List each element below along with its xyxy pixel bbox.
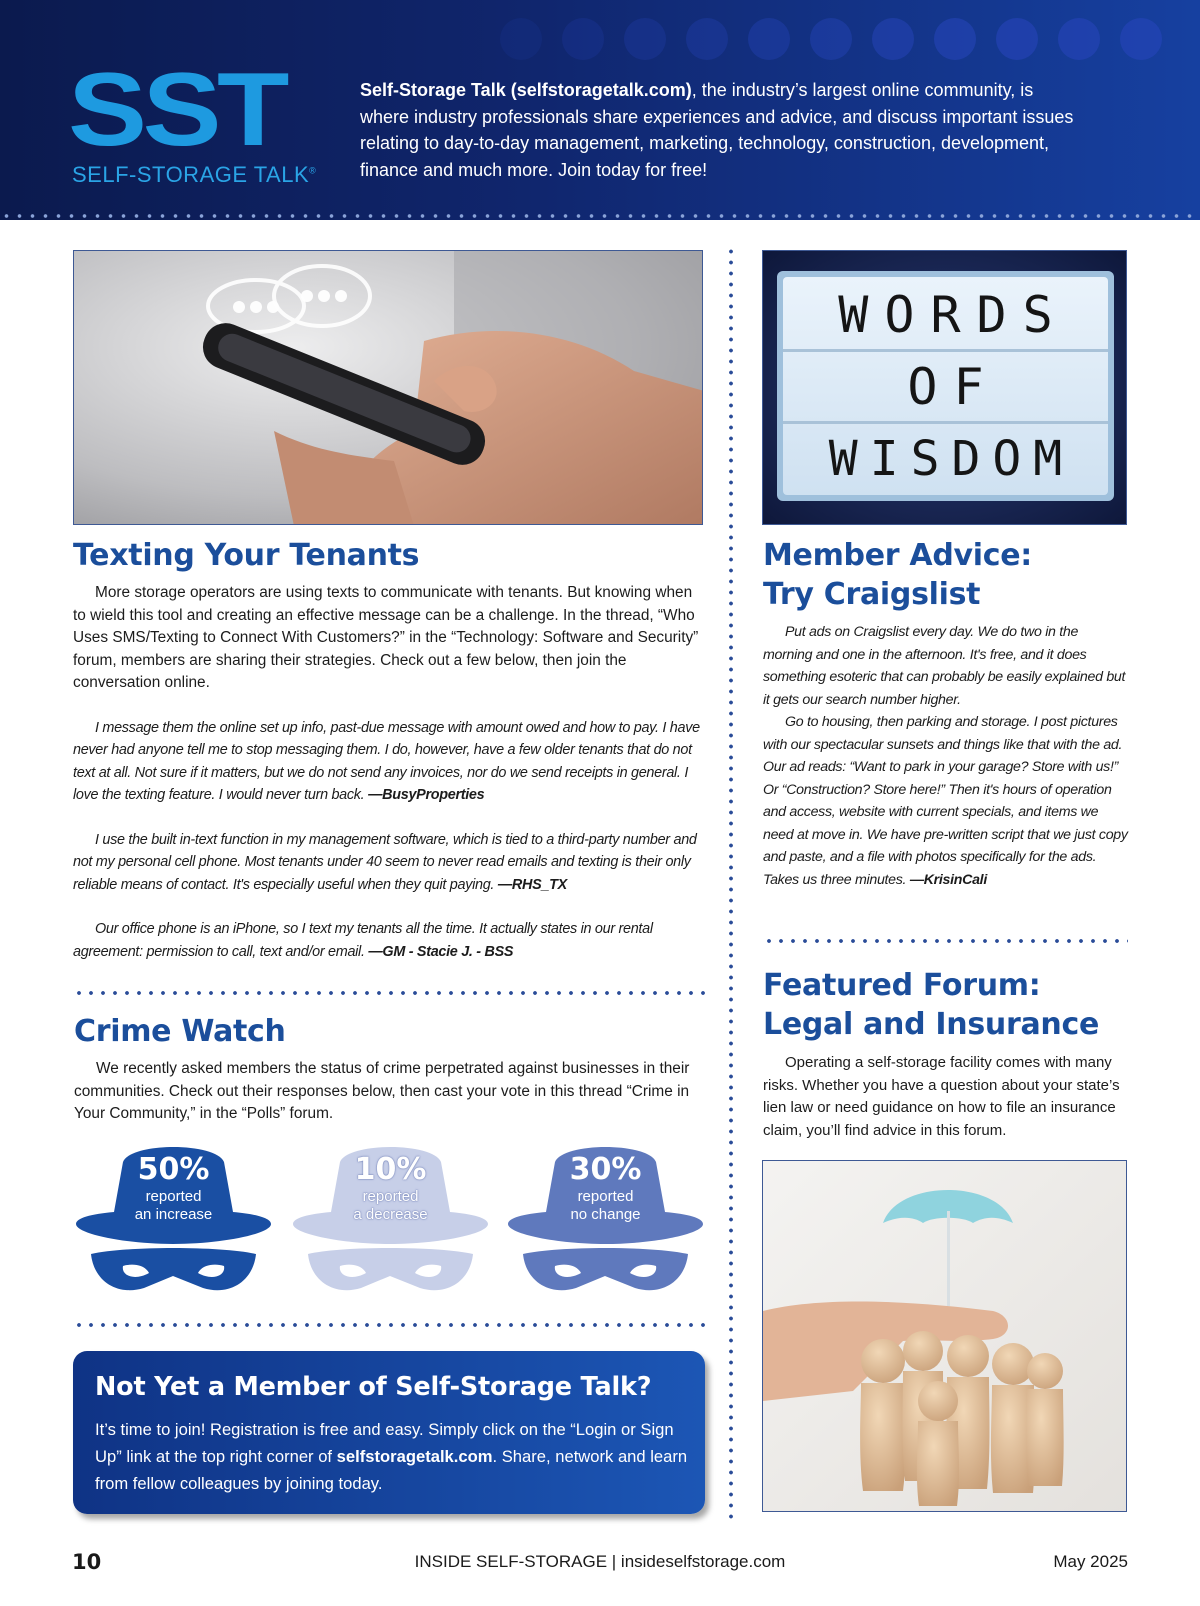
- advice-quote-2: Go to housing, then parking and storage. I post pictures with our spectacular sunsets and things like that with the ad. Our ad reads: “Want to park in your garage? Store with us!” Or “Construction? Store here!” Then it's hours of operation and access, website with current specials, and items we need at move in. We have pre-written script that we just copy and paste, and a file with photos specifically for the ads. Takes us three minutes. —KrisinCali: [763, 714, 1128, 888]
- sign-line-2: OF: [907, 358, 1000, 416]
- divider: [73, 1322, 707, 1328]
- quote-author: —GM - Stacie J. - BSS: [368, 943, 514, 960]
- forum-title: Featured Forum: Legal and Insurance: [763, 968, 1099, 1042]
- words-of-wisdom-photo: [762, 250, 1127, 525]
- intro-text: [360, 77, 1080, 183]
- crime-title: Crime Watch: [74, 1014, 286, 1049]
- texting-photo: [73, 250, 703, 525]
- texting-quote-2: I use the built in-text function in my management software, which is tied to a third-party number and not my personal cell phone. Most tenants under 40 seem to never read emails and texting is their only reliable means of contact. It's especially useful when they quit paying. —RHS_TX: [73, 831, 697, 893]
- header-banner: [0, 0, 1200, 220]
- logo-wordmark: SELF-STORAGE TALK®: [72, 162, 317, 187]
- stat-percent: 10%: [354, 1152, 427, 1187]
- intro-bold: Self-Storage Talk (selfstoragetalk.com): [360, 80, 692, 100]
- column-divider: [728, 246, 734, 1520]
- stat-line2: no change: [570, 1206, 641, 1223]
- stat-decrease: [288, 1142, 493, 1302]
- crime-body: [74, 1058, 694, 1126]
- stat-increase: [71, 1142, 276, 1302]
- intro-rest: , the industry’s largest online community, is where industry professionals share experiences and advice, and discuss important issues relating to day-to-day management, marketing, technology, construction, development, finance and much more. Join today for free!: [360, 80, 1074, 180]
- insurance-photo: [762, 1160, 1127, 1512]
- stat-line2: an increase: [134, 1206, 213, 1223]
- decorative-circles: [500, 18, 1200, 64]
- texting-title: Texting Your Tenants: [73, 538, 420, 573]
- crime-intro: We recently asked members the status of crime perpetrated against businesses in their communities. Check out their responses below, then cast your vote in this thread “Crime in Your Community,” in the “Polls” forum.: [74, 1060, 690, 1122]
- texting-quote-1: I message them the online set up info, past-due message with amount owed and how to pay. I have never had anyone tell me to stop messaging them. I do, however, have a few older tenants that do not text at all. Not sure if it matters, but we do not send any invoices, nor do we send receipts in general. I love the texting feature. I would never turn back. —BusyProperties: [73, 719, 700, 803]
- divider: [763, 938, 1128, 944]
- quote-author: —RHS_TX: [497, 876, 567, 893]
- texting-intro: More storage operators are using texts to communicate with tenants. But knowing when to wield this tool and creating an effective message can be a challenge. In the thread, “Who Uses SMS/Texting to Connect With Customers?” in the “Technology: Software and Security” forum, members are sharing their strategies. Check out a few below, then join the conversation online.: [73, 584, 699, 691]
- sign-line-3: WISDOM: [828, 431, 1075, 487]
- texting-quote-3: Our office phone is an iPhone, so I text my tenants all the time. It actually states in our rental agreement: permission to call, text and/or email. —GM - Stacie J. - BSS: [73, 921, 653, 960]
- forum-body: [763, 1052, 1128, 1142]
- page-footer: [72, 1552, 1128, 1576]
- publication-name: INSIDE SELF-STORAGE | insideselfstorage.com: [414, 1552, 786, 1571]
- stat-line1: reported: [577, 1188, 634, 1205]
- quote-author: —KrisinCali: [909, 871, 987, 888]
- join-body: It’s time to join! Registration is free and easy. Simply click on the “Login or Sign Up” link at the top right corner of selfstoragetalk.com. Share, network and learn from fellow colleagues by joining today.: [95, 1420, 688, 1493]
- stat-line1: reported: [362, 1188, 419, 1205]
- banner-dotted-rule: [0, 212, 1200, 220]
- logo-sst-letters: SST: [68, 52, 285, 168]
- stat-percent: 50%: [137, 1152, 210, 1187]
- texting-body: [73, 582, 705, 963]
- issue-date: May 2025: [1053, 1552, 1128, 1571]
- join-title: Not Yet a Member of Self-Storage Talk?: [95, 1372, 652, 1402]
- advice-title: Member Advice: Try Craigslist: [763, 538, 1032, 612]
- sign-line-1: WORDS: [838, 286, 1069, 344]
- stat-line1: reported: [145, 1188, 202, 1205]
- join-link[interactable]: selfstoragetalk.com: [336, 1447, 493, 1466]
- quote-author: —BusyProperties: [368, 787, 485, 803]
- page-number: 10: [72, 1550, 102, 1574]
- forum-text: Operating a self-storage facility comes with many risks. Whether you have a question about your state’s lien law or need guidance on how to file an insurance claim, you’ll find advice in this forum.: [763, 1054, 1120, 1139]
- advice-body: [763, 621, 1128, 891]
- stat-line2: a decrease: [353, 1206, 428, 1223]
- advice-quote-1: Put ads on Craigslist every day. We do two in the morning and one in the afternoon. It's free, and it does something esoteric that can probably be easily explained but it gets our search number higher.: [763, 624, 1126, 708]
- stat-percent: 30%: [569, 1152, 642, 1187]
- stat-no-change: [503, 1142, 708, 1302]
- sst-logo: [68, 52, 322, 191]
- join-callout: [73, 1351, 705, 1514]
- divider: [73, 990, 707, 996]
